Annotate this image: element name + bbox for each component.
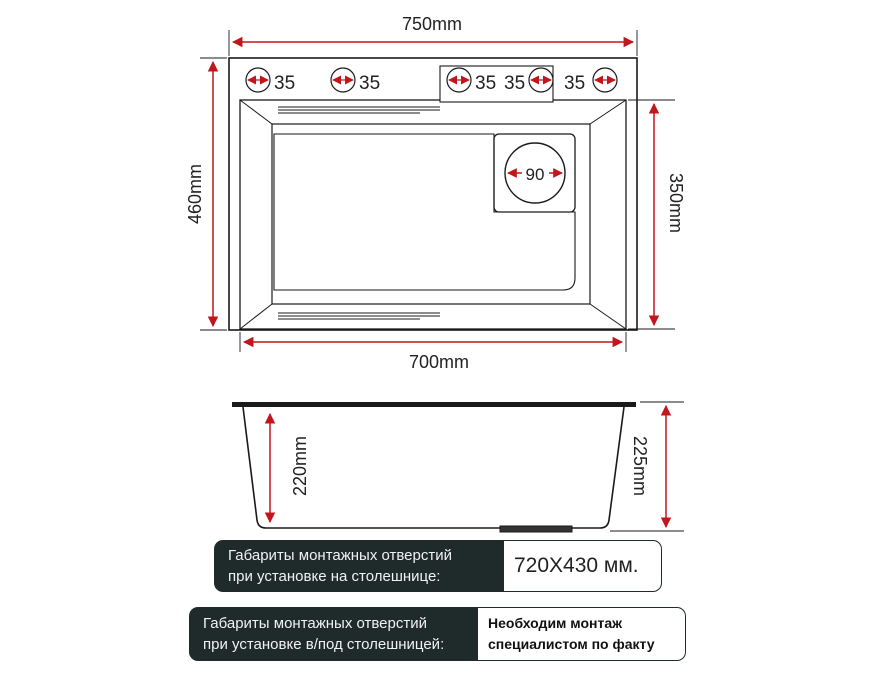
width-overall-label: 750mm: [401, 14, 463, 34]
sink-side-view: [232, 402, 684, 532]
spec-undermount-label: [189, 607, 478, 661]
spec-countertop-label: [214, 540, 504, 592]
drain-outlet: [500, 526, 572, 532]
depth-outer-label: 225mm: [630, 435, 650, 497]
sink-top-flange: [232, 402, 636, 407]
spec-countertop-value: 720X430 мм.: [514, 554, 639, 577]
spec-undermount-panel: [189, 607, 686, 659]
hole-label-2: 35: [359, 73, 381, 94]
spec-undermount-value-line1: Необходим монтаж: [488, 615, 623, 631]
faucet-holes: [246, 68, 617, 92]
spec-undermount-line2: при установке в/под столешницей:: [203, 636, 445, 653]
spec-undermount-value-line2: специалистом по факту: [488, 636, 655, 652]
spec-countertop-line1: Габариты монтажных отверстий: [228, 547, 452, 564]
sink-top-view: [185, 14, 686, 372]
spec-countertop-line2: при установке на столешнице:: [228, 568, 441, 585]
hole-label-5: 35: [564, 73, 586, 94]
width-bowl-label: 700mm: [408, 352, 470, 372]
spec-countertop-panel: [214, 540, 662, 592]
spec-undermount-value-box: [478, 607, 686, 661]
hole-label-3: 35: [475, 73, 497, 94]
drain-diameter-label: 90: [525, 165, 545, 184]
height-bowl-label: 350mm: [666, 172, 686, 234]
height-overall-label: 460mm: [185, 163, 205, 225]
hole-label-4: 35: [504, 73, 526, 94]
drainboard-slots: [278, 107, 440, 319]
sink-outer-rim: [229, 58, 637, 330]
sink-bowl-inner: [272, 124, 590, 304]
hole-group-box: [440, 66, 553, 102]
spec-countertop-value-box: [504, 540, 662, 592]
spec-undermount-line1: Габариты монтажных отверстий: [203, 615, 427, 632]
hole-label-1: 35: [274, 73, 296, 94]
depth-inner-label: 220mm: [290, 435, 310, 497]
